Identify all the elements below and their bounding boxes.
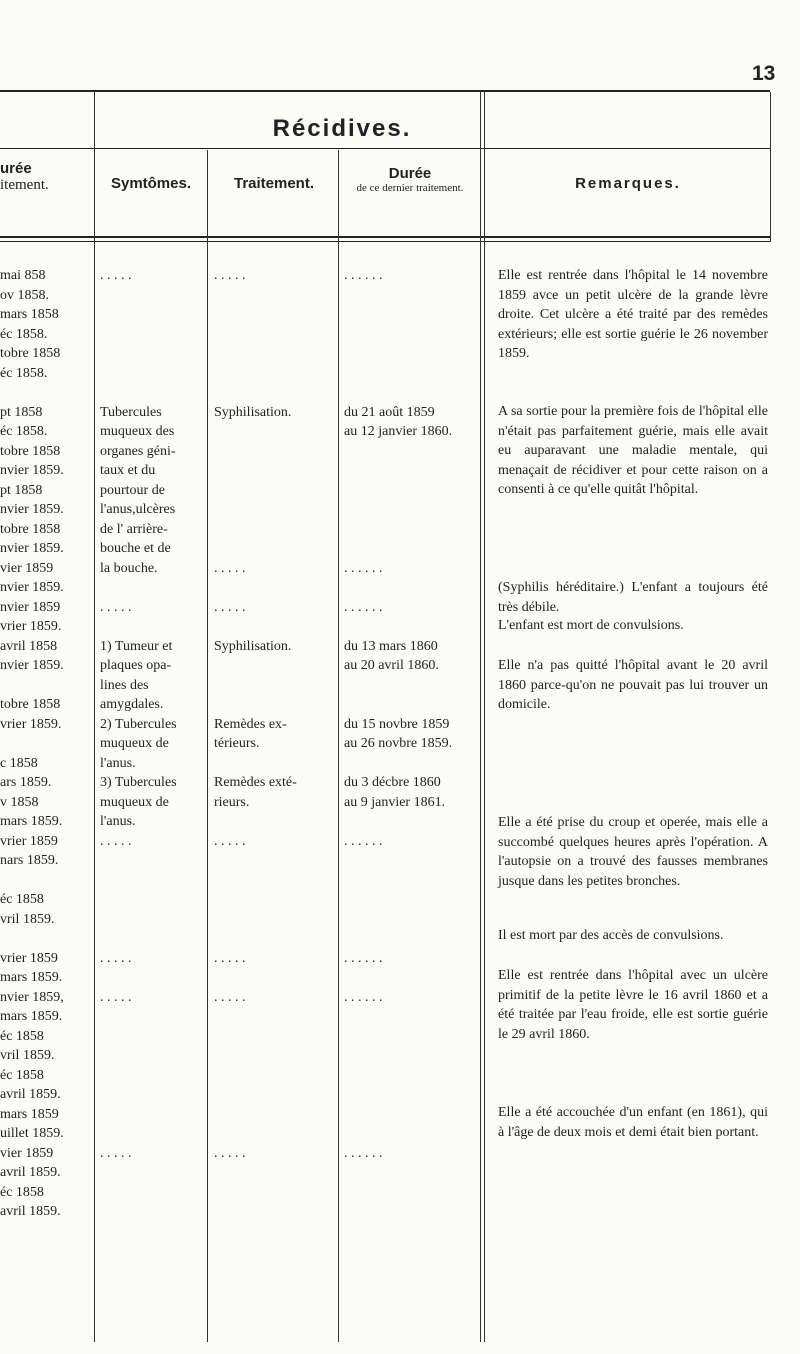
duree-cell: du 13 mars 1860 <box>344 638 438 654</box>
duree-cell <box>344 851 482 871</box>
date-cell: nvier 1859. <box>0 541 64 556</box>
duree-cell: du 3 décbre 1860 <box>344 775 441 790</box>
symptome-cell: Tubercules <box>100 404 162 420</box>
header-symptomes: Symtômes. <box>110 175 192 192</box>
date-cell: éc 1858. <box>0 365 48 381</box>
traitement-cell <box>214 1163 336 1183</box>
symptome-cell: plaques opa- <box>100 658 172 673</box>
date-cell: vril 1859. <box>0 1048 55 1063</box>
symptome-cell: l'anus. <box>100 755 136 771</box>
date-cell: mai 858 <box>0 268 46 283</box>
traitement-cell <box>214 344 336 364</box>
traitement-cell: Syphilisation. <box>214 638 292 654</box>
symptome-cell <box>100 1046 208 1066</box>
symptome-cell: taux et du <box>100 463 156 478</box>
date-cell <box>0 871 94 891</box>
traitement-cell <box>214 871 336 891</box>
remarque-entry: Elle n'a pas quitté l'hôpital avant le 20 avril 1860 parce-qu'on ne pouvait pas lui trouver un domicile. <box>498 658 768 712</box>
symptome-cell <box>100 1222 208 1242</box>
symptome-cell <box>100 305 208 325</box>
remarque-entry: Il est mort par des accès de convulsions. <box>498 928 724 943</box>
traitement-cell: rieurs. <box>214 794 250 810</box>
duree-cell <box>344 1105 482 1125</box>
traitement-cell <box>214 286 336 306</box>
header-rule <box>0 148 770 149</box>
duree-cell <box>344 1066 482 1086</box>
symptome-cell <box>100 344 208 364</box>
header-duree-dernier-sub: de ce dernier traitement. <box>356 182 464 194</box>
duree-cell <box>344 481 482 501</box>
symptome-cell <box>100 383 208 403</box>
traitement-cell: . . . . . <box>214 599 246 615</box>
date-cell: éc 1858. <box>0 424 48 439</box>
duree-cell: . . . . . . <box>344 833 383 849</box>
duree-cell <box>344 520 482 540</box>
traitement-cell <box>214 1222 336 1242</box>
symptome-cell: . . . . . <box>100 989 132 1005</box>
symptome-cell: l'anus. <box>100 814 136 829</box>
duree-cell <box>344 754 482 774</box>
date-cell: nvier 1859 <box>0 599 61 615</box>
duree-cell <box>344 286 482 306</box>
date-cell <box>0 734 94 754</box>
date-cell <box>0 383 94 403</box>
traitement-cell: . . . . . <box>214 268 246 283</box>
traitement-cell <box>214 1124 336 1144</box>
remarque-entry: Elle est rentrée dans l'hôpital avec un ulcère primitif de la petite lèvre le 16 avril 1860 et a été traitée par l'eau froide, elle est sortie guérie le 29 avril 1860. <box>498 968 768 1042</box>
duree-cell <box>344 695 482 715</box>
header-remarques: Remarques. <box>575 175 681 192</box>
duree-cell <box>344 1027 482 1047</box>
traitement-cell <box>214 1085 336 1105</box>
duree-cell <box>344 461 482 481</box>
symptome-cell: . . . . . <box>100 833 132 849</box>
symptome-cell <box>100 1163 208 1183</box>
date-cell: nvier 1859. <box>0 502 64 517</box>
traitement-cell <box>214 910 336 930</box>
symptome-cell <box>100 1105 208 1125</box>
duree-cell <box>344 676 482 696</box>
traitement-cell <box>214 676 336 696</box>
symptome-cell: 2) Tubercules <box>100 716 177 732</box>
date-cell: mars 1859. <box>0 970 63 985</box>
traitement-cell <box>214 305 336 325</box>
date-cell: tobre 1858 <box>0 521 61 537</box>
symptome-cell: lines des <box>100 677 149 693</box>
symptome-cell: . . . . . <box>100 1145 132 1161</box>
duree-cell <box>344 1046 482 1066</box>
date-cell: avril 1859. <box>0 1204 61 1219</box>
traitement-cell <box>214 578 336 598</box>
symptome-cell <box>100 1202 208 1222</box>
col-divider <box>338 150 339 1342</box>
duree-cell: au 20 avril 1860. <box>344 658 439 673</box>
date-cell: avril 1859. <box>0 1087 61 1102</box>
symptome-cell: . . . . . <box>100 950 132 966</box>
date-cell: vrier 1859 <box>0 950 58 966</box>
traitement-cell <box>214 617 336 637</box>
symptome-cell: l'anus,ulcères <box>100 502 176 517</box>
symptome-cell <box>100 1007 208 1027</box>
traitement-cell: Remèdes ex- <box>214 716 287 732</box>
duree-cell <box>344 539 482 559</box>
date-cell: éc 1858 <box>0 892 44 907</box>
duree-cell <box>344 1085 482 1105</box>
duree-cell: au 26 novbre 1859. <box>344 736 453 751</box>
duree-cell <box>344 929 482 949</box>
duree-cell <box>344 968 482 988</box>
duree-cell <box>344 1163 482 1183</box>
duree-cell <box>344 364 482 384</box>
date-cell: vrier 1859. <box>0 619 62 634</box>
date-cell: tobre 1858 <box>0 443 61 459</box>
header-duree <box>0 160 90 194</box>
duree-cell <box>344 344 482 364</box>
traitement-cell <box>214 754 336 774</box>
date-cell: mars 1858 <box>0 307 59 322</box>
date-cell: pt 1858 <box>0 482 43 498</box>
traitement-cell <box>214 1066 336 1086</box>
traitement-cell: Remèdes exté- <box>214 775 297 790</box>
duree-cell: . . . . . . <box>344 599 383 615</box>
traitement-cell <box>214 656 336 676</box>
col-divider <box>94 92 95 1342</box>
duree-cell: . . . . . . <box>344 268 383 283</box>
duree-cell <box>344 1124 482 1144</box>
traitement-cell <box>214 968 336 988</box>
traitement-cell <box>214 812 336 832</box>
traitement-cell: térieurs. <box>214 736 260 751</box>
remarque-entry: L'enfant est mort de convulsions. <box>498 618 684 633</box>
traitement-cell: . . . . . <box>214 833 246 849</box>
date-cell: avril 1859. <box>0 1165 61 1180</box>
traitement-cell <box>214 539 336 559</box>
symptome-cell: pourtour de <box>100 482 165 498</box>
traitement-cell: . . . . . <box>214 560 246 576</box>
remarque-entry: A sa sortie pour la première fois de l'hôpital elle n'était pas parfaitement guérie, mais elle avait eu auparavant une maladie mentale, qui menaçait de récidiver et pour cette raison on a consenti à ce qu'elle quitât l'hôpital. <box>498 404 768 497</box>
traitement-cell <box>214 929 336 949</box>
remarque-entry: Elle a été accouchée d'un enfant (en 1861), qui à l'âge de deux mois et demi était bien portant. <box>498 1105 768 1140</box>
duree-cell <box>344 305 482 325</box>
symptome-cell: . . . . . <box>100 599 132 615</box>
date-cell: mars 1859. <box>0 1009 63 1024</box>
duree-cell: au 9 janvier 1861. <box>344 794 446 810</box>
remarque-entry: Elle est rentrée dans l'hôpital le 14 novembre 1859 avce un petit ulcère de la grande lèvre droite. Cet ulcère a été traité par des remèdes extérieurs; elle est sortie guérie le 26 november 1859. <box>498 268 768 361</box>
symptome-cell: . . . . . <box>100 268 132 283</box>
date-cell: avril 1858 <box>0 638 58 654</box>
duree-cell <box>344 383 482 403</box>
date-cell: ov 1858. <box>0 287 49 303</box>
traitement-cell <box>214 481 336 501</box>
date-cell: vrier 1859 <box>0 833 58 849</box>
symptome-cell <box>100 578 208 598</box>
traitement-cell <box>214 1007 336 1027</box>
traitement-cell <box>214 1027 336 1047</box>
duree-cell: . . . . . . <box>344 560 383 576</box>
duree-cell: . . . . . . <box>344 1145 383 1161</box>
duree-cell: au 12 janvier 1860. <box>344 424 453 439</box>
duree-cell <box>344 910 482 930</box>
duree-cell <box>344 442 482 462</box>
duree-cell: . . . . . . <box>344 950 383 966</box>
symptome-cell <box>100 890 208 910</box>
traitement-column <box>214 266 336 1241</box>
duree-cell <box>344 578 482 598</box>
top-rule <box>0 90 770 92</box>
traitement-cell <box>214 500 336 520</box>
symptome-cell <box>100 1085 208 1105</box>
date-cell <box>0 929 94 949</box>
duree-cell <box>344 890 482 910</box>
symptome-cell <box>100 871 208 891</box>
duree-cell <box>344 325 482 345</box>
date-cell: vrier 1859. <box>0 716 62 732</box>
date-cell: éc 1858. <box>0 326 48 342</box>
duree-cell <box>344 617 482 637</box>
symptome-cell <box>100 286 208 306</box>
symptome-cell: organes géni- <box>100 443 176 459</box>
traitement-cell <box>214 383 336 403</box>
date-cell: nvier 1859, <box>0 989 64 1005</box>
date-cell: uillet 1859. <box>0 1126 64 1141</box>
duree-cell <box>344 1183 482 1203</box>
symptome-cell <box>100 325 208 345</box>
symptome-cell <box>100 1124 208 1144</box>
header-duree-dernier <box>340 165 480 194</box>
header-bottom-rule-2 <box>0 241 770 242</box>
traitement-cell <box>214 1183 336 1203</box>
traitement-cell <box>214 890 336 910</box>
symptomes-column <box>100 266 208 1241</box>
symptome-cell <box>100 1183 208 1203</box>
symptome-cell: la bouche. <box>100 560 158 576</box>
remarque-entry: Elle a été prise du croup et operée, mais elle a succombé quelques heures après l'opération. A l'autopsie on a trouvé des fausses membranes jusque dans les petites bronches. <box>498 815 768 889</box>
date-cell <box>0 676 94 696</box>
date-cell: tobre 1858 <box>0 697 61 712</box>
symptome-cell <box>100 1066 208 1086</box>
header-traitement: Traitement. <box>233 175 315 192</box>
symptome-cell <box>100 364 208 384</box>
date-cell: mars 1859 <box>0 1106 59 1122</box>
duree-cell <box>344 1202 482 1222</box>
symptome-cell: muqueux de <box>100 736 169 751</box>
date-cell: v 1858 <box>0 794 39 810</box>
date-cell: ars 1859. <box>0 775 52 790</box>
date-cell: nars 1859. <box>0 853 59 868</box>
traitement-cell <box>214 1105 336 1125</box>
traitement-cell: . . . . . <box>214 950 246 966</box>
duree-cell: . . . . . . <box>344 989 383 1005</box>
date-cell: vril 1859. <box>0 911 55 927</box>
symptome-cell: de l' arrière- <box>100 521 168 537</box>
duree-cell: du 15 novbre 1859 <box>344 716 450 732</box>
header-duree-dernier-label: Durée <box>388 165 432 182</box>
date-cell: tobre 1858 <box>0 346 61 361</box>
date-cell: nvier 1859. <box>0 580 64 595</box>
traitement-cell: . . . . . <box>214 1145 246 1161</box>
traitement-cell <box>214 442 336 462</box>
date-cell: nvier 1859. <box>0 463 64 478</box>
symptome-cell: muqueux des <box>100 424 175 439</box>
symptome-cell: bouche et de <box>100 541 171 556</box>
date-cell: mars 1859. <box>0 814 63 829</box>
traitement-cell <box>214 1202 336 1222</box>
traitement-cell: Syphilisation. <box>214 404 292 420</box>
duree-cell <box>344 1222 482 1242</box>
traitement-cell <box>214 325 336 345</box>
date-cell: vier 1859 <box>0 1145 54 1161</box>
traitement-cell <box>214 520 336 540</box>
traitement-cell <box>214 364 336 384</box>
duree-cell <box>344 812 482 832</box>
symptome-cell: muqueux de <box>100 794 169 810</box>
symptome-cell: amygdales. <box>100 697 164 712</box>
symptome-cell <box>100 851 208 871</box>
traitement-cell <box>214 422 336 442</box>
duree-cell: du 21 août 1859 <box>344 404 435 420</box>
symptome-cell <box>100 1027 208 1047</box>
col-divider <box>770 92 771 242</box>
dates-column <box>0 266 94 1222</box>
symptome-cell <box>100 910 208 930</box>
date-cell: éc 1858 <box>0 1067 44 1083</box>
header-duree-sub: itement. <box>0 177 49 193</box>
traitement-cell <box>214 695 336 715</box>
symptome-cell: 3) Tubercules <box>100 775 177 790</box>
date-cell: nvier 1859. <box>0 658 64 673</box>
header-bottom-rule <box>0 236 770 238</box>
col-divider <box>484 92 485 1342</box>
traitement-cell <box>214 1046 336 1066</box>
symptome-cell <box>100 968 208 988</box>
duree-cell <box>344 500 482 520</box>
symptome-cell <box>100 929 208 949</box>
traitement-cell: . . . . . <box>214 989 246 1005</box>
traitement-cell <box>214 851 336 871</box>
symptome-cell <box>100 617 208 637</box>
date-cell: pt 1858 <box>0 404 43 420</box>
date-cell: éc 1858 <box>0 1184 44 1200</box>
page-number: 13 <box>752 62 776 85</box>
duree-cell <box>344 871 482 891</box>
table-title: Récidives. <box>272 115 412 142</box>
duree-cell <box>344 1007 482 1027</box>
date-cell: éc 1858 <box>0 1028 44 1044</box>
symptome-cell: 1) Tumeur et <box>100 638 173 654</box>
date-cell: c 1858 <box>0 755 38 771</box>
date-cell: vier 1859 <box>0 560 54 576</box>
header-duree-label: urée <box>0 160 32 177</box>
traitement-cell <box>214 461 336 481</box>
remarque-entry: (Syphilis héréditaire.) L'enfant a toujours été très débile. <box>498 580 768 615</box>
duree-column <box>344 266 482 1241</box>
